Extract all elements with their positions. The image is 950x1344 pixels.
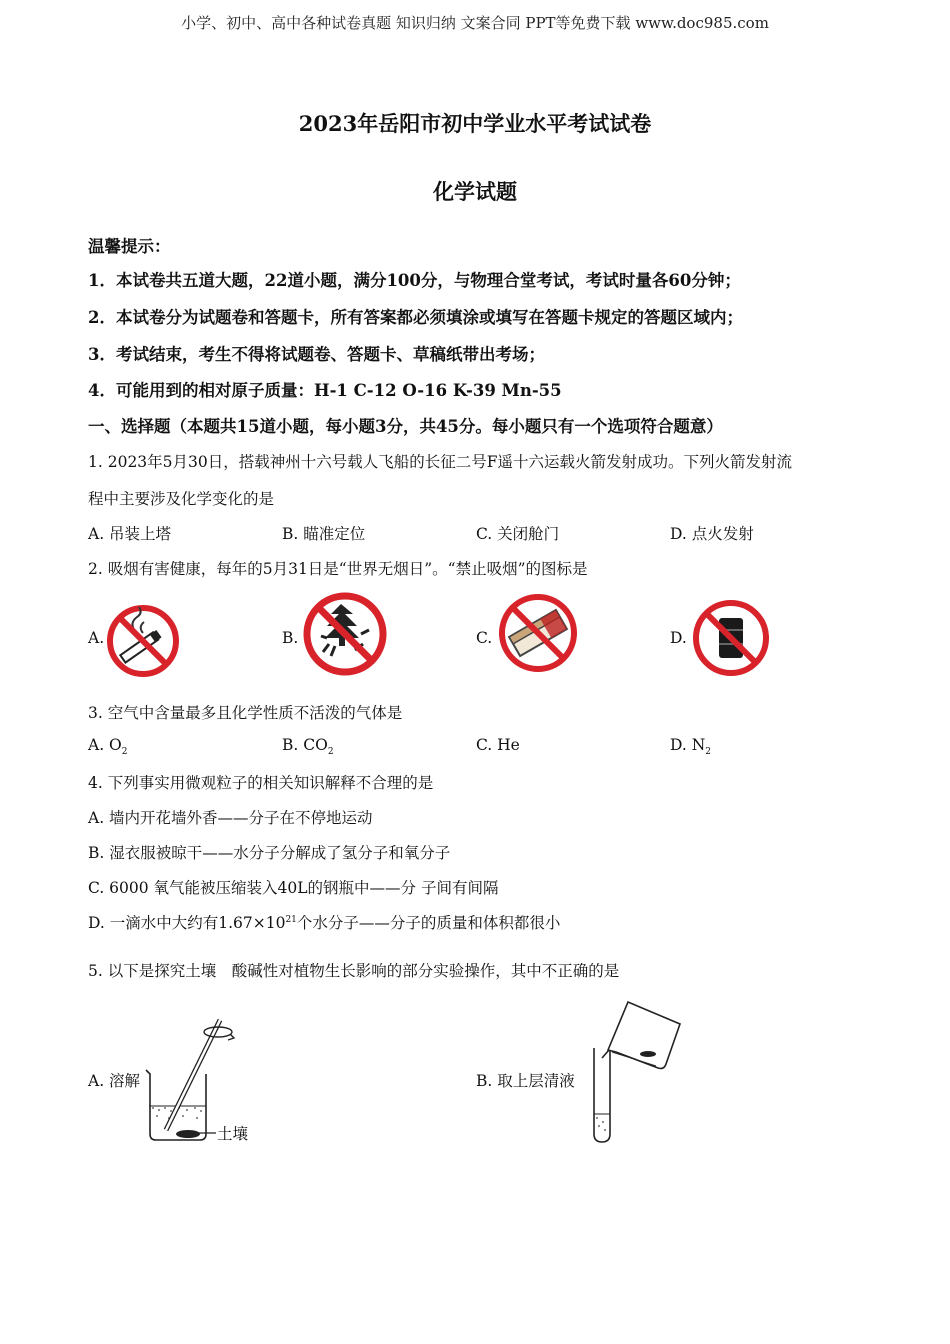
q4-stem: 4. 下列事实用微观粒子的相关知识解释不合理的是 <box>88 774 434 792</box>
q4-option-d: D. 一滴水中大约有$1.67\times 10^{21}$个水分子——分子的质量和体积都很小 <box>88 914 561 932</box>
q1-option-c: C. 关闭舱门 <box>476 525 560 543</box>
q4-option-c: C. 6000 氧气能被压缩装入40L的钢瓶中——分 子间有间隔 <box>88 879 499 897</box>
q5-option-b: B. 取上层清液 <box>476 1072 575 1090</box>
q1-option-b: B. 瞄准定位 <box>282 525 366 543</box>
q3-stem: 3. 空气中含量最多且化学性质不活泼的气体是 <box>88 704 403 722</box>
tip-1: 1．本试卷共五道大题，22道小题，满分100分，与物理合堂考试，考试时量各60分钟； <box>88 271 741 290</box>
section-heading: 一、选择题（本题共15道小题，每小题3分，共45分。每小题只有一个选项符合题意） <box>88 417 723 436</box>
q2-label-b: B. <box>282 629 299 647</box>
q3-option-d: D. $N_2$ <box>670 736 712 758</box>
q2-label-a: A. <box>88 629 105 647</box>
q5-stem: 5. 以下是探究土壤 酸碱性对植物生长影响的部分实验操作，其中不正确的是 <box>88 962 620 980</box>
q2-stem: 2. 吸烟有害健康，每年的5月31日是“世界无烟日”。“禁止吸烟”的图标是 <box>88 560 588 578</box>
exam-subtitle: 化学试题 <box>433 179 517 204</box>
q2-label-c: C. <box>476 629 493 647</box>
tips-heading: 温馨提示： <box>88 237 171 256</box>
no-fireworks-sign-icon <box>301 590 389 678</box>
tip-3: 3．考试结束，考生不得将试题卷、答题卡、草稿纸带出考场； <box>88 345 545 364</box>
q3-option-a: A. $O_2$ <box>88 736 128 758</box>
q1-stem-line1: 1. 2023年5月30日，搭载神州十六号载人飞船的长征二号F遥十六运载火箭发射成功。下列火箭发射流 <box>88 453 793 471</box>
q3-option-c: C. He <box>476 736 520 754</box>
no-smoking-sign-icon <box>105 603 181 679</box>
tip-4: 4．可能用到的相对原子质量：H-1 C-12 O-16 K-39 Mn-55 <box>88 381 562 400</box>
q4-option-a: A. 墙内开花墙外香——分子在不停地运动 <box>88 809 373 827</box>
no-oil-drum-sign-icon <box>691 598 771 678</box>
q4-option-b: B. 湿衣服被晾干——水分子分解成了氢分子和氧分子 <box>88 844 451 862</box>
page-header: 小学、初中、高中各种试卷真题 知识归纳 文案合同 PPT等免费下载 www.doc985.com <box>181 14 769 32</box>
exam-title: 2023年岳阳市初中学业水平考试试卷 <box>298 111 652 136</box>
q1-option-d: D. 点火发射 <box>670 525 754 543</box>
no-matches-sign-icon <box>497 592 579 674</box>
q3-option-b: B. $CO_2$ <box>282 736 334 758</box>
soil-label: 土壤 <box>217 1125 249 1143</box>
q5-option-a: A. 溶解 <box>88 1072 141 1090</box>
q1-option-a: A. 吊装上塔 <box>88 525 172 543</box>
q1-stem-line2: 程中主要涉及化学变化的是 <box>88 490 275 508</box>
pouring-liquid-illustration <box>572 998 688 1144</box>
tip-2: 2．本试卷分为试题卷和答题卡，所有答案都必须填涂或填写在答题卡规定的答题区域内； <box>88 308 743 327</box>
q2-label-d: D. <box>670 629 687 647</box>
